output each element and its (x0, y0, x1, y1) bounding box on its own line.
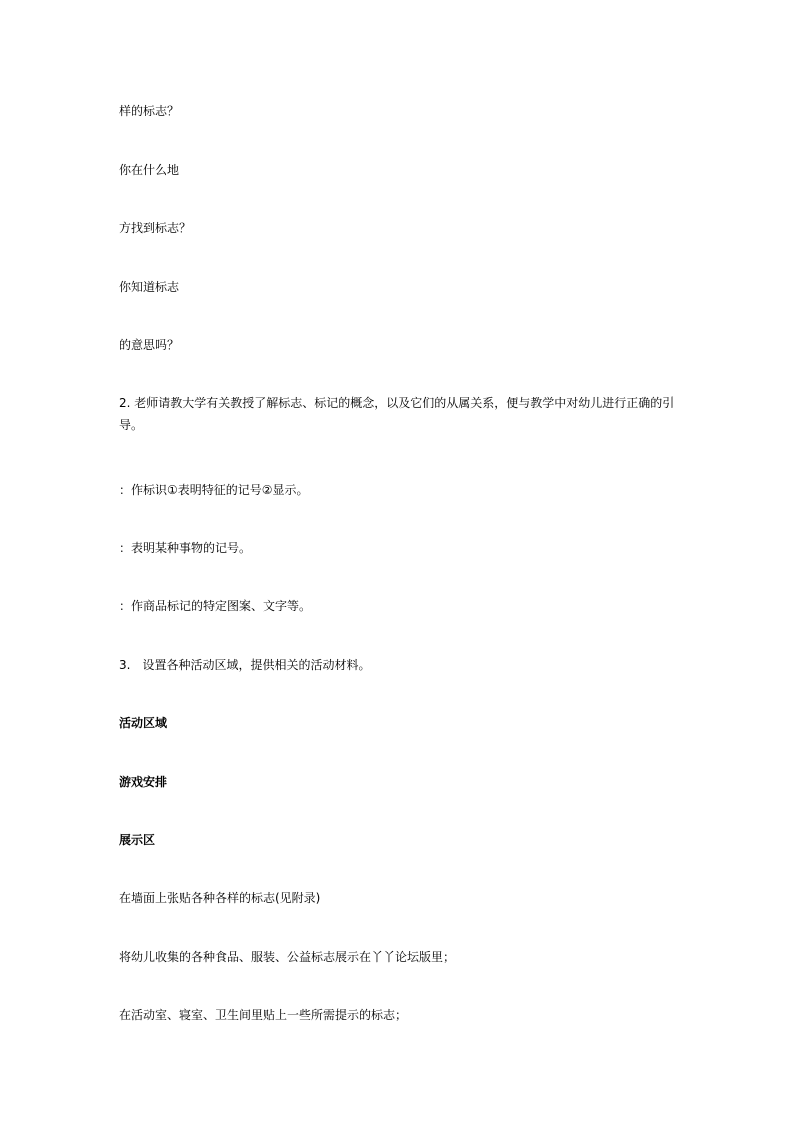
display-item-1: 在墙面上张贴各种各样的标志(见附录) (119, 891, 321, 905)
section-heading-display-area: 展示区 (119, 833, 156, 847)
definition-line-3: ：作商品标记的特定图案、文字等。 (119, 599, 312, 613)
question-line-1: 样的标志？ (119, 104, 180, 118)
section-heading-activity-area: 活动区域 (119, 716, 168, 730)
step-2-paragraph: 2. 老师请教大学有关教授了解标志、标记的概念，以及它们的从属关系，便与教学中对幼儿进行正确的引导。 (119, 396, 675, 432)
question-line-5: 的意思吗？ (119, 338, 180, 352)
question-line-4: 你知道标志 (119, 280, 180, 294)
definition-line-1: ：作标识①表明特征的记号②显示。 (119, 483, 309, 497)
step-3-paragraph: 3. 设置各种活动区域，提供相关的活动材料。 (119, 658, 371, 672)
display-item-3: 在活动室、寝室、卫生间里贴上一些所需提示的标志； (119, 1008, 408, 1022)
display-item-2: 将幼儿收集的各种食品、服装、公益标志展示在丫丫论坛版里； (119, 950, 456, 964)
question-line-3: 方找到标志？ (119, 221, 192, 235)
definition-line-2: ：表明某种事物的记号。 (119, 541, 252, 555)
question-line-2: 你在什么地 (119, 163, 180, 177)
section-heading-game-arrangement: 游戏安排 (119, 775, 168, 789)
